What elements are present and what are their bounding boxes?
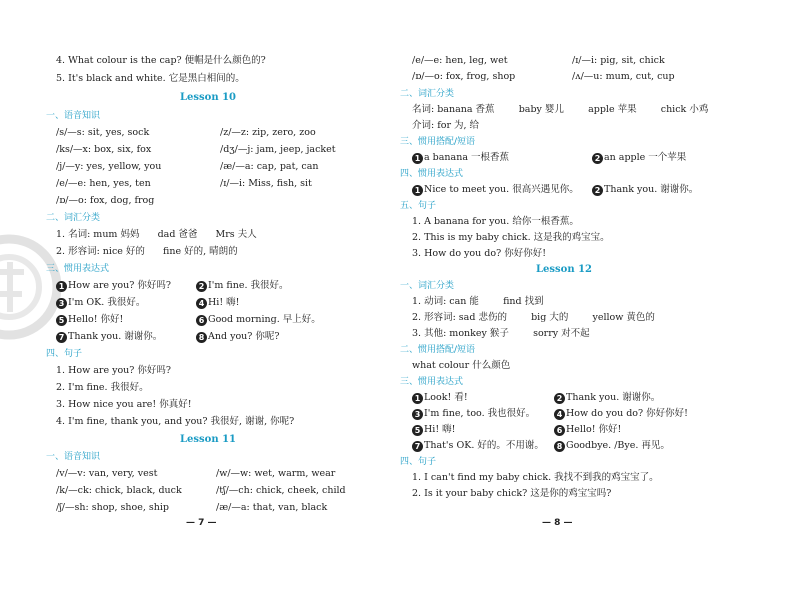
- expression-item: 1 Look! 看!: [412, 392, 468, 404]
- vocab-line: 3. 其他: monkey 猴子 sorry 对不起: [412, 328, 590, 339]
- section-heading: 三、惯用表达式: [46, 264, 110, 274]
- sentence-item: 1. I can't find my baby chick. 我找不到我的鸡宝宝了。: [412, 472, 659, 483]
- expression-item: 7 Thank you. 谢谢你。: [56, 331, 162, 343]
- number-badge: 5: [412, 425, 423, 436]
- phonics-item: /ʃ/—sh: shop, shoe, ship: [56, 502, 170, 513]
- phonics-item: /ʌ/—u: mum, cut, cup: [572, 71, 675, 82]
- phonics-item: /ɪ/—i: pig, sit, chick: [572, 55, 665, 66]
- phonics-item: /æ/—a: that, van, black: [216, 502, 328, 513]
- lesson-10-title: Lesson 10: [180, 92, 236, 103]
- vocab-line: 2. 形容词: nice 好的 fine 好的, 晴朗的: [56, 246, 238, 257]
- lesson-12-title: Lesson 12: [536, 264, 592, 275]
- page-number: — 7 —: [186, 518, 217, 528]
- expression-item: 5 Hi! 嗨!: [412, 424, 455, 436]
- section-heading: 五、句子: [400, 201, 437, 211]
- phrase-item: 2 an apple 一个苹果: [592, 152, 686, 164]
- number-badge: 6: [554, 425, 565, 436]
- expression-item: 5 Hello! 你好!: [56, 314, 123, 326]
- number-badge: 1: [412, 393, 423, 404]
- phonics-item: /s/—s: sit, yes, sock: [56, 127, 150, 138]
- phonics-item: /z/—z: zip, zero, zoo: [220, 127, 316, 138]
- phonics-item: /æ/—a: cap, pat, can: [220, 161, 319, 172]
- sentence-item: 3. How do you do? 你好你好!: [412, 248, 547, 259]
- number-badge: 4: [196, 298, 207, 309]
- expression-item: 8 Goodbye. /Bye. 再见。: [554, 440, 670, 452]
- phonics-item: /tʃ/—ch: chick, cheek, child: [216, 485, 346, 496]
- section-heading: 四、句子: [400, 457, 437, 467]
- number-badge: 8: [196, 332, 207, 343]
- vocab-line: 名词: banana 香蕉 baby 婴儿 apple 苹果 chick 小鸡: [412, 104, 709, 115]
- phrase-item: what colour 什么颜色: [412, 360, 511, 371]
- section-heading: 一、语音知识: [46, 452, 101, 462]
- section-heading: 三、惯用表达式: [400, 377, 464, 387]
- vocab-line: 介词: for 为, 给: [412, 120, 480, 131]
- vocab-line: 1. 名词: mum 妈妈 dad 爸爸 Mrs 夫人: [56, 229, 257, 240]
- sentence-item: 2. This is my baby chick. 这是我的鸡宝宝。: [412, 232, 610, 243]
- seal-stamp-graphic: [0, 232, 64, 342]
- expression-item: 1 Nice to meet you. 很高兴遇见你。: [412, 184, 579, 196]
- number-badge: 6: [196, 315, 207, 326]
- vocab-line: 2. 形容词: sad 悲伤的 big 大的 yellow 黄色的: [412, 312, 655, 323]
- phonics-item: /w/—w: wet, warm, wear: [216, 468, 336, 479]
- section-heading: 三、惯用搭配/短语: [400, 137, 476, 147]
- sentence-item: 2. I'm fine. 我很好。: [56, 382, 149, 393]
- sentence-item: 1. How are you? 你好吗?: [56, 365, 171, 376]
- phonics-item: /j/—y: yes, yellow, you: [56, 161, 162, 172]
- number-badge: 5: [56, 315, 67, 326]
- expression-item: 4 Hi! 嗨!: [196, 297, 239, 309]
- sentence-item: 4. I'm fine, thank you, and you? 我很好, 谢谢, 你呢?: [56, 416, 295, 427]
- phonics-item: /dʒ/—j: jam, jeep, jacket: [220, 144, 336, 155]
- number-badge: 1: [412, 185, 423, 196]
- phonics-item: /ɪ/—i: Miss, fish, sit: [220, 178, 312, 189]
- number-badge: 3: [56, 298, 67, 309]
- expression-item: 6 Good morning. 早上好。: [196, 314, 321, 326]
- phonics-item: /k/—ck: chick, black, duck: [56, 485, 182, 496]
- expression-item: 2 Thank you. 谢谢你。: [592, 184, 698, 196]
- phonics-item: /e/—e: hen, leg, wet: [412, 55, 508, 66]
- number-badge: 2: [592, 153, 603, 164]
- section-heading: 四、惯用表达式: [400, 169, 464, 179]
- expression-item: 8 And you? 你呢?: [196, 331, 280, 343]
- number-badge: 3: [412, 409, 423, 420]
- number-badge: 4: [554, 409, 565, 420]
- number-badge: 2: [196, 281, 207, 292]
- top-item: 5. It's black and white. 它是黑白相间的。: [56, 73, 245, 84]
- sentence-item: 1. A banana for you. 给你一根香蕉。: [412, 216, 579, 227]
- number-badge: 8: [554, 441, 565, 452]
- phonics-item: /ks/—x: box, six, fox: [56, 144, 152, 155]
- sentence-item: 2. Is it your baby chick? 这是你的鸡宝宝吗?: [412, 488, 612, 499]
- section-heading: 四、句子: [46, 349, 83, 359]
- section-heading: 一、词汇分类: [400, 281, 455, 291]
- expression-item: 6 Hello! 你好!: [554, 424, 621, 436]
- expression-item: 2 Thank you. 谢谢你。: [554, 392, 660, 404]
- page-number: — 8 —: [542, 518, 573, 528]
- number-badge: 1: [56, 281, 67, 292]
- phonics-item: /v/—v: van, very, vest: [56, 468, 158, 479]
- section-heading: 二、惯用搭配/短语: [400, 345, 476, 355]
- number-badge: 7: [56, 332, 67, 343]
- number-badge: 1: [412, 153, 423, 164]
- phonics-item: /ɒ/—o: fox, dog, frog: [56, 195, 155, 206]
- expression-item: 3 I'm fine, too. 我也很好。: [412, 408, 535, 420]
- expression-item: 7 That's OK. 好的。不用谢。: [412, 440, 544, 452]
- section-heading: 一、语音知识: [46, 111, 101, 121]
- phonics-item: /ɒ/—o: fox, frog, shop: [412, 71, 516, 82]
- expression-item: 3 I'm OK. 我很好。: [56, 297, 145, 309]
- number-badge: 2: [554, 393, 565, 404]
- expression-item: 1 How are you? 你好吗?: [56, 280, 171, 292]
- vocab-line: 1. 动词: can 能 find 找到: [412, 296, 544, 307]
- section-heading: 二、词汇分类: [46, 213, 101, 223]
- phrase-item: 1 a banana 一根香蕉: [412, 152, 509, 164]
- top-item: 4. What colour is the cap? 便帽是什么颜色的?: [56, 55, 266, 66]
- lesson-11-title: Lesson 11: [180, 434, 236, 445]
- number-badge: 2: [592, 185, 603, 196]
- number-badge: 7: [412, 441, 423, 452]
- phonics-item: /e/—e: hen, yes, ten: [56, 178, 151, 189]
- expression-item: 2 I'm fine. 我很好。: [196, 280, 289, 292]
- section-heading: 二、词汇分类: [400, 89, 455, 99]
- sentence-item: 3. How nice you are! 你真好!: [56, 399, 192, 410]
- expression-item: 4 How do you do? 你好你好!: [554, 408, 688, 420]
